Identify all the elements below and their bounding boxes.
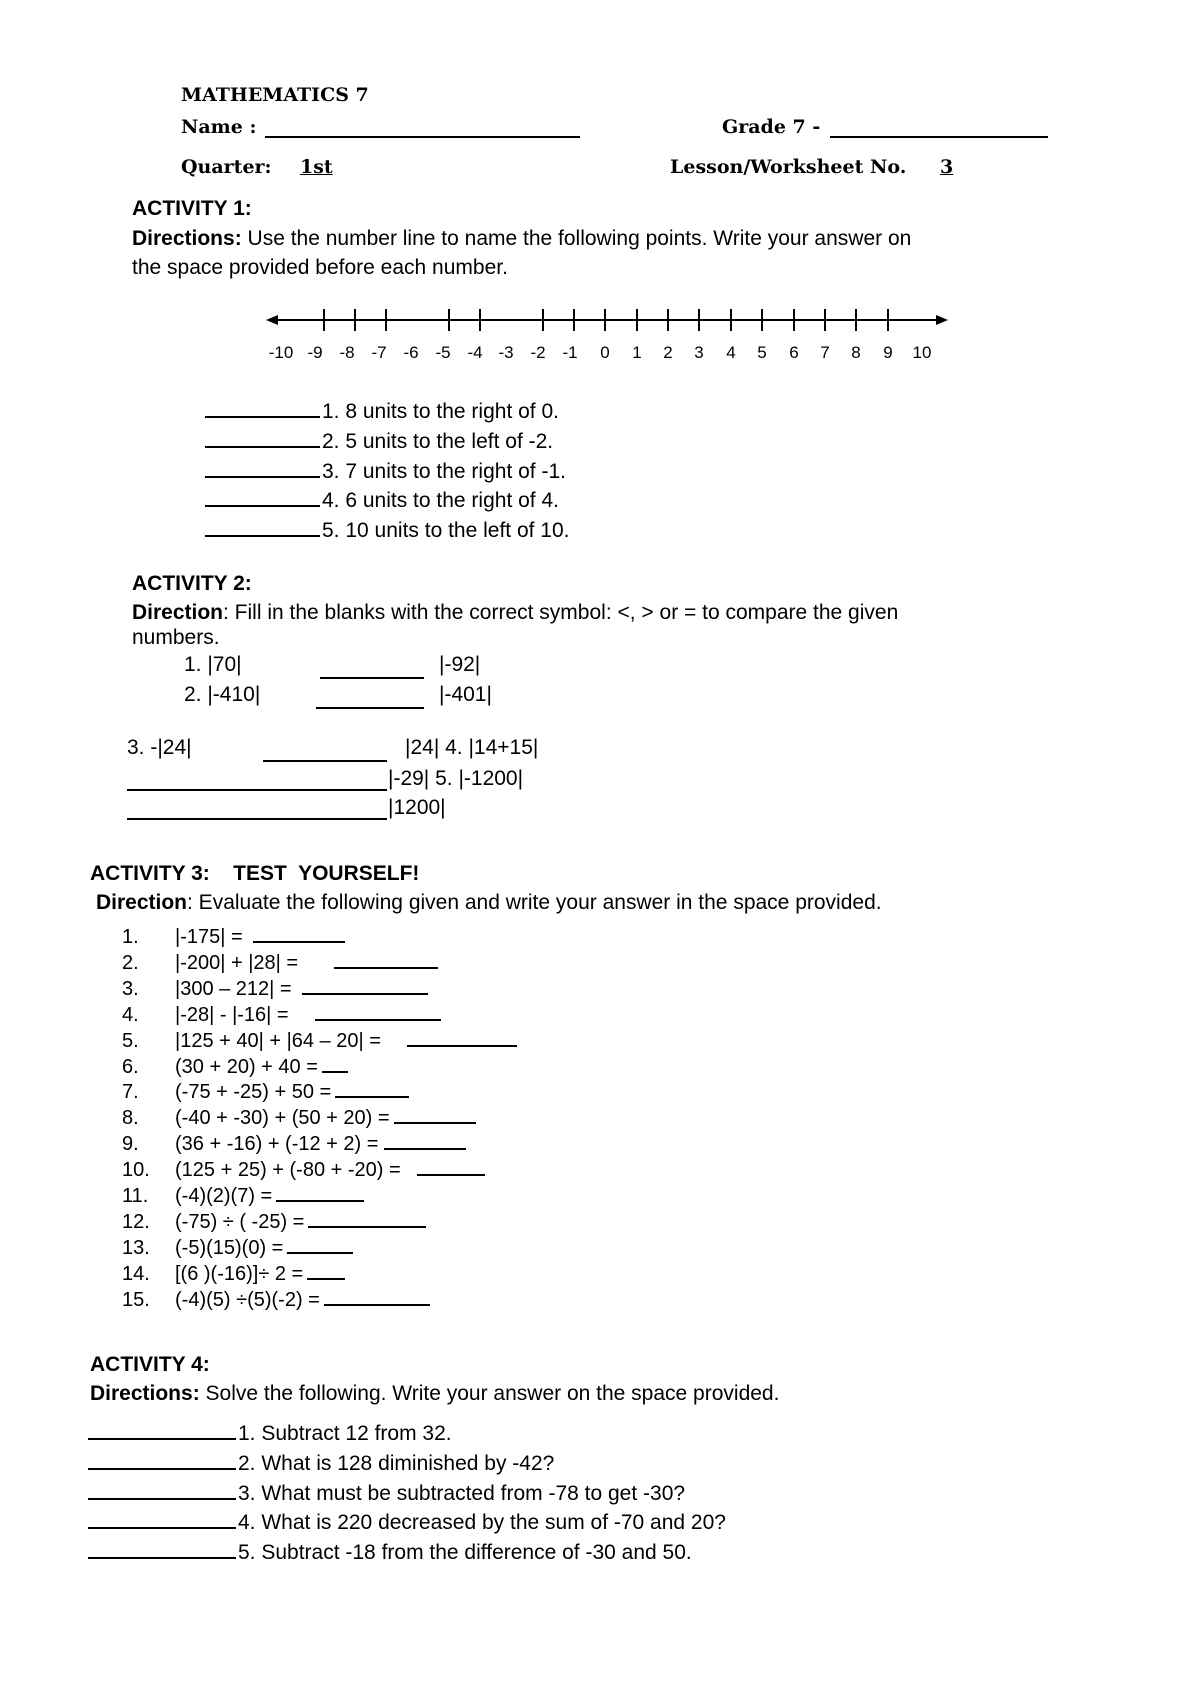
answer-blank[interactable] — [88, 1468, 236, 1470]
activity3-item-expression: (-75 + -25) + 50 = — [175, 1081, 332, 1103]
answer-blank[interactable] — [302, 993, 428, 995]
number-line-label: -1 — [562, 343, 578, 362]
activity1-item-1 — [205, 400, 559, 424]
activity3-item-number: 7. — [122, 1081, 139, 1103]
activity3-item-expression: (-40 + -30) + (50 + 20) = — [175, 1107, 390, 1129]
answer-blank[interactable] — [334, 967, 438, 969]
answer-blank[interactable] — [307, 1278, 345, 1280]
activity3-item-1 — [175, 926, 345, 949]
activity3-item-number: 10. — [122, 1159, 150, 1181]
directions-text: Solve the following. Write your answer on the space provided. — [199, 1382, 780, 1405]
activity4-item-text: 1. Subtract 12 from 32. — [238, 1422, 452, 1445]
activity3-item-expression: (-75) ÷ ( -25) = — [175, 1211, 305, 1233]
activity1-item-text: 2. 5 units to the left of -2. — [322, 430, 554, 453]
answer-blank[interactable] — [320, 677, 424, 679]
activity4-item-text: 4. What is 220 decreased by the sum of -70 and 20? — [238, 1511, 726, 1534]
activity2-item-3-right: |24| 4. |14+15| — [405, 736, 539, 759]
activity3-item-expression: (36 + -16) + (-12 + 2) = — [175, 1133, 379, 1155]
activity3-item-expression: (125 + 25) + (-80 + -20) = — [175, 1159, 401, 1181]
activity4-item-1 — [88, 1422, 452, 1446]
answer-blank[interactable] — [205, 416, 320, 418]
number-line — [0, 0, 1200, 370]
number-line-label: 0 — [600, 343, 610, 362]
activity2-item-1-left: 1. |70| — [184, 653, 242, 676]
answer-blank[interactable] — [205, 446, 320, 448]
direction-label: Direction — [132, 601, 224, 624]
activity3-item-expression: [(6 )(-16)]÷ 2 = — [175, 1263, 304, 1285]
number-line-label: -8 — [339, 343, 355, 362]
activity3-item-expression: |-200| + |28| = — [175, 952, 299, 974]
answer-blank[interactable] — [276, 1200, 364, 1202]
activity4-item-3 — [88, 1482, 685, 1506]
answer-blank[interactable] — [384, 1148, 466, 1150]
activity3-item-number: 15. — [122, 1289, 150, 1311]
activity3-item-expression: |125 + 40| + |64 – 20| = — [175, 1030, 381, 1052]
direction-label: Direction — [96, 891, 188, 914]
answer-blank[interactable] — [88, 1498, 236, 1500]
number-line-label: -2 — [530, 343, 546, 362]
activity3-item-number: 9. — [122, 1133, 139, 1155]
activity3-item-8 — [175, 1107, 476, 1130]
number-line-label: 7 — [820, 343, 830, 362]
activity3-item-14 — [175, 1263, 345, 1286]
activity3-item-12 — [175, 1211, 426, 1234]
activity3-item-number: 3. — [122, 978, 139, 1000]
activity2-direction — [132, 601, 898, 625]
number-line-label: 1 — [632, 343, 642, 362]
activity3-item-expression: |300 – 212| = — [175, 978, 292, 1000]
activity2-item-2-right: |-401| — [439, 683, 492, 706]
activity1-item-text: 5. 10 units to the left of 10. — [322, 519, 570, 542]
activity3-item-number: 8. — [122, 1107, 139, 1129]
answer-blank[interactable] — [417, 1174, 485, 1176]
activity3-item-expression: |-28| - |-16| = — [175, 1004, 289, 1026]
activity1-item-text: 4. 6 units to the right of 4. — [322, 489, 559, 512]
arrow-right-icon — [936, 315, 948, 325]
activity3-item-9 — [175, 1133, 466, 1156]
number-line-label: 3 — [694, 343, 704, 362]
activity3-item-expression: (30 + 20) + 40 = — [175, 1056, 318, 1078]
activity3-item-number: 5. — [122, 1030, 139, 1052]
number-line-label: 5 — [757, 343, 767, 362]
answer-blank[interactable] — [324, 1304, 430, 1306]
activity4-item-4 — [88, 1511, 726, 1535]
activity3-item-number: 2. — [122, 952, 139, 974]
activity2-item-1-right: |-92| — [439, 653, 481, 676]
activity3-item-7 — [175, 1081, 409, 1104]
activity3-item-number: 14. — [122, 1263, 150, 1285]
answer-blank[interactable] — [407, 1045, 517, 1047]
number-line-label: 9 — [883, 343, 893, 362]
activity4-item-text: 3. What must be subtracted from -78 to get -30? — [238, 1482, 686, 1505]
number-line-label: -4 — [467, 343, 483, 362]
activity1-item-text: 1. 8 units to the right of 0. — [322, 400, 559, 423]
activity2-item-3-left: 3. -|24| — [127, 736, 192, 759]
number-line-label: 4 — [726, 343, 736, 362]
activity3-item-15 — [175, 1289, 430, 1312]
answer-blank[interactable] — [127, 818, 387, 820]
activity3-item-11 — [175, 1185, 364, 1208]
activity3-item-6 — [175, 1056, 348, 1079]
activity3-item-number: 11. — [122, 1185, 149, 1207]
activity3-item-number: 12. — [122, 1211, 150, 1233]
activity3-item-10 — [175, 1159, 485, 1182]
activity3-item-2 — [175, 952, 438, 975]
subject-title: MATHEMATICS 7 — [181, 84, 369, 106]
number-line-label: -5 — [435, 343, 451, 362]
directions-label: Directions: — [132, 227, 242, 250]
activity4-item-text: 2. What is 128 diminished by -42? — [238, 1452, 555, 1475]
number-line-label: -3 — [498, 343, 514, 362]
quarter-value: 1st — [300, 156, 333, 178]
answer-blank[interactable] — [315, 1019, 441, 1021]
activity2-item-5-right: |1200| — [388, 796, 446, 819]
number-line-label: -6 — [403, 343, 419, 362]
answer-blank[interactable] — [88, 1527, 236, 1529]
quarter-label: Quarter: — [181, 156, 272, 178]
activity3-title: ACTIVITY 3: TEST YOURSELF! — [90, 862, 420, 885]
activity3-item-expression: (-4)(2)(7) = — [175, 1185, 273, 1207]
activity3-item-number: 13. — [122, 1237, 150, 1259]
activity1-directions-cont: the space provided before each number. — [132, 256, 508, 279]
activity3-item-number: 4. — [122, 1004, 139, 1026]
activity1-item-2 — [205, 430, 553, 454]
activity2-title: ACTIVITY 2: — [132, 572, 252, 595]
directions-label: Directions: — [90, 1382, 200, 1405]
answer-blank[interactable] — [253, 941, 345, 943]
activity3-item-number: 6. — [122, 1056, 139, 1078]
activity3-item-3 — [175, 978, 428, 1001]
activity3-item-4 — [175, 1004, 441, 1027]
answer-blank[interactable] — [335, 1096, 409, 1098]
answer-blank[interactable] — [205, 535, 320, 537]
activity1-title: ACTIVITY 1: — [132, 197, 252, 220]
direction-text: : Fill in the blanks with the correct symbol: <, > or = to compare the given — [223, 601, 899, 624]
activity4-item-text: 5. Subtract -18 from the difference of -30 and 50. — [238, 1541, 692, 1564]
activity3-item-expression: (-5)(15)(0) = — [175, 1237, 284, 1259]
answer-blank[interactable] — [308, 1226, 426, 1228]
activity1-item-4 — [205, 489, 559, 513]
answer-blank[interactable] — [127, 789, 387, 791]
answer-blank[interactable] — [205, 505, 320, 507]
activity3-item-5 — [175, 1030, 517, 1053]
number-line-label: 8 — [851, 343, 861, 362]
answer-blank[interactable] — [287, 1252, 353, 1254]
number-line-labels — [269, 343, 932, 362]
answer-blank[interactable] — [263, 760, 387, 762]
number-line-label: -7 — [371, 343, 387, 362]
activity3-item-expression: (-4)(5) ÷(5)(-2) = — [175, 1289, 320, 1311]
activity1-item-3 — [205, 460, 566, 484]
worksheet-label: Lesson/Worksheet No. — [670, 156, 907, 178]
activity1-item-text: 3. 7 units to the right of -1. — [322, 460, 566, 483]
worksheet-number: 3 — [940, 156, 954, 178]
number-line-label: 10 — [912, 343, 932, 362]
directions-text: Use the number line to name the following points. Write your answer on — [241, 227, 912, 250]
direction-text: : Evaluate the following given and write your answer in the space provided. — [187, 891, 882, 914]
answer-blank[interactable] — [394, 1122, 476, 1124]
arrow-left-icon — [266, 315, 278, 325]
answer-blank[interactable] — [322, 1071, 348, 1073]
answer-blank[interactable] — [316, 707, 424, 709]
number-line-axis — [266, 315, 948, 325]
answer-blank[interactable] — [88, 1438, 236, 1440]
answer-blank[interactable] — [88, 1557, 236, 1559]
name-label: Name : — [181, 116, 257, 138]
activity4-item-2 — [88, 1452, 554, 1476]
activity1-item-5 — [205, 519, 570, 543]
activity3-direction — [96, 891, 882, 915]
number-line-label: -9 — [307, 343, 323, 362]
activity3-item-expression: |-175| = — [175, 926, 243, 948]
activity4-directions — [90, 1382, 779, 1406]
activity2-direction-cont: numbers. — [132, 626, 220, 649]
activity4-title: ACTIVITY 4: — [90, 1353, 210, 1376]
activity3-item-number: 1. — [122, 926, 139, 948]
activity3-item-13 — [175, 1237, 353, 1260]
number-line-label: 2 — [663, 343, 673, 362]
grade-label: Grade 7 - — [722, 116, 821, 138]
activity4-item-5 — [88, 1541, 692, 1565]
activity2-item-4-right: |-29| 5. |-1200| — [388, 767, 524, 790]
answer-blank[interactable] — [205, 476, 320, 478]
number-line-label: 6 — [789, 343, 799, 362]
number-line-label: -10 — [268, 343, 294, 362]
activity2-item-2-left: 2. |-410| — [184, 683, 261, 706]
